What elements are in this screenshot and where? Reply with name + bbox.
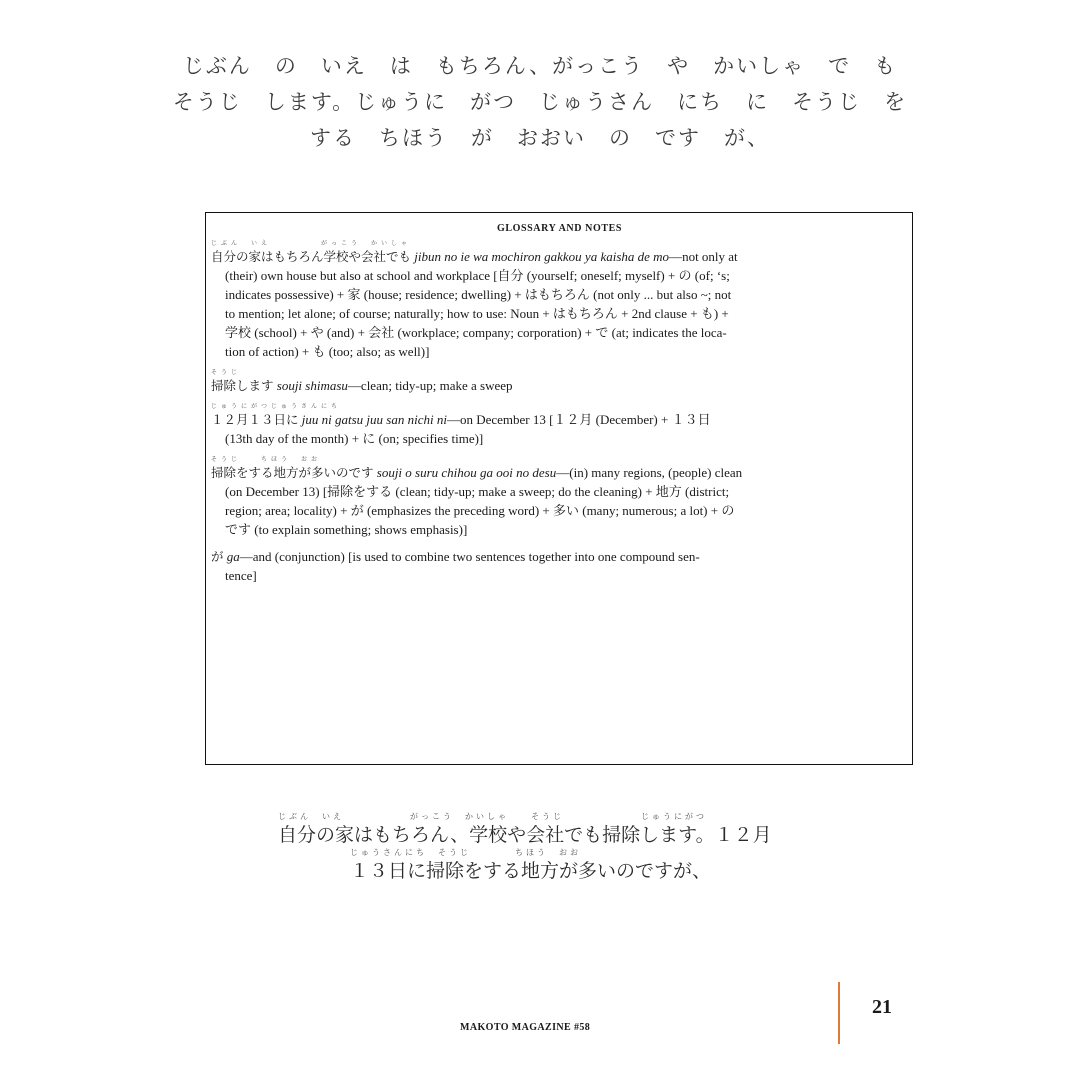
entry-romaji: ga [226,549,240,564]
glossary-box [205,212,913,765]
passage-line-1: 自分の家はもちろん、学校や会社でも掃除します。１２月 [278,824,772,846]
entry-head [211,376,908,395]
kana-line-2: そうじ します。じゅうに がつ じゅうさん にち に そうじ を [172,90,908,114]
page-number: 21 [872,996,892,1018]
glossary-entry [211,403,908,448]
entry-continuation [211,482,908,539]
entry-furigana: じゅうにがつじゅうさんにち [211,403,342,410]
entry-line: indicates possessive) + 家 (house; residence; dwelling) + はもちろん (not only ... but also ~; not [225,287,732,302]
kana-line-1: じぶん の いえ は もちろん、がっこう や かいしゃ で も [182,54,898,78]
entry-gloss: —and (conjunction) [is used to combine two sentences together into one compound sen- [239,549,700,564]
kana-passage [150,48,930,156]
glossary-entry [211,369,908,395]
glossary-title: GLOSSARY AND NOTES [496,223,623,234]
entry-japanese: １２月１３日に [211,412,299,427]
glossary-entry [211,240,908,361]
passage-line-2: １３日に掃除をする地方が多いのですが、 [350,860,712,882]
entry-line: 学校 (school) + や (and) + 会社 (workplace; company; corporation) + で (at; indicates the loca- [225,325,727,340]
entry-romaji: souji shimasu [276,378,348,393]
passage-furigana-2: じゅうさんにち そうじ ちほう おお [350,848,581,857]
entry-head [211,463,908,482]
entry-line: (on December 13) [掃除をする (clean; tidy-up; make a sweep; do the cleaning) + 地方 (district; [225,484,730,499]
entry-japanese: が [211,549,224,564]
entry-romaji: juu ni gatsu juu san nichi ni [301,412,447,427]
entry-line: region; area; locality) + が (emphasizes the preceding word) + 多い (many; numerous; a lot) + の [225,503,735,518]
entry-continuation [211,266,908,361]
entry-furigana: そうじ ちほう おお [211,456,322,463]
footer-accent-rule [838,982,840,1044]
entry-head [211,410,908,429]
entry-line: です (to explain something; shows emphasis)] [225,522,468,537]
entry-head [211,547,908,566]
entry-japanese: 掃除をする地方が多いのです [211,465,374,480]
passage-furigana-1: じぶん いえ がっこう かいしゃ そうじ じゅうにがつ [278,812,707,821]
glossary-entry [211,547,908,585]
entry-line: tion of action) + も (too; also; as well)] [225,344,430,359]
entry-head [211,247,908,266]
entry-line: (their) own house but also at school and workplace [自分 (yourself; oneself; myself) + の (of; ‘s; [225,268,730,283]
entry-japanese: 自分の家はもちろん学校や会社でも [211,249,412,264]
entry-line: to mention; let alone; of course; naturally; how to use: Noun + はもちろん + 2nd clause + も) + [225,306,729,321]
entry-furigana: そうじ [211,369,242,376]
entry-continuation [211,566,908,585]
magazine-title: MAKOTO MAGAZINE #58 [460,1022,591,1033]
entry-gloss: —not only at [669,249,738,264]
japanese-passage [240,812,880,884]
entry-gloss: —(in) many regions, (people) clean [556,465,743,480]
entry-gloss: —clean; tidy-up; make a sweep [347,378,513,393]
entry-romaji: souji o suru chihou ga ooi no desu [376,465,557,480]
kana-line-3: する ちほう が おおい の です が、 [310,126,770,150]
entry-romaji: jibun no ie wa mochiron gakkou ya kaisha de mo [414,249,670,264]
entry-japanese: 掃除します [211,378,274,393]
entry-line: (13th day of the month) + に (on; specifies time)] [225,431,484,446]
entry-furigana: じぶん いえ がっこう かいしゃ [211,240,412,247]
glossary-entry [211,456,908,539]
entry-continuation [211,429,908,448]
entry-gloss: —on December 13 [１２月 (December) + １３日 [446,412,711,427]
entry-line: tence] [225,568,257,583]
